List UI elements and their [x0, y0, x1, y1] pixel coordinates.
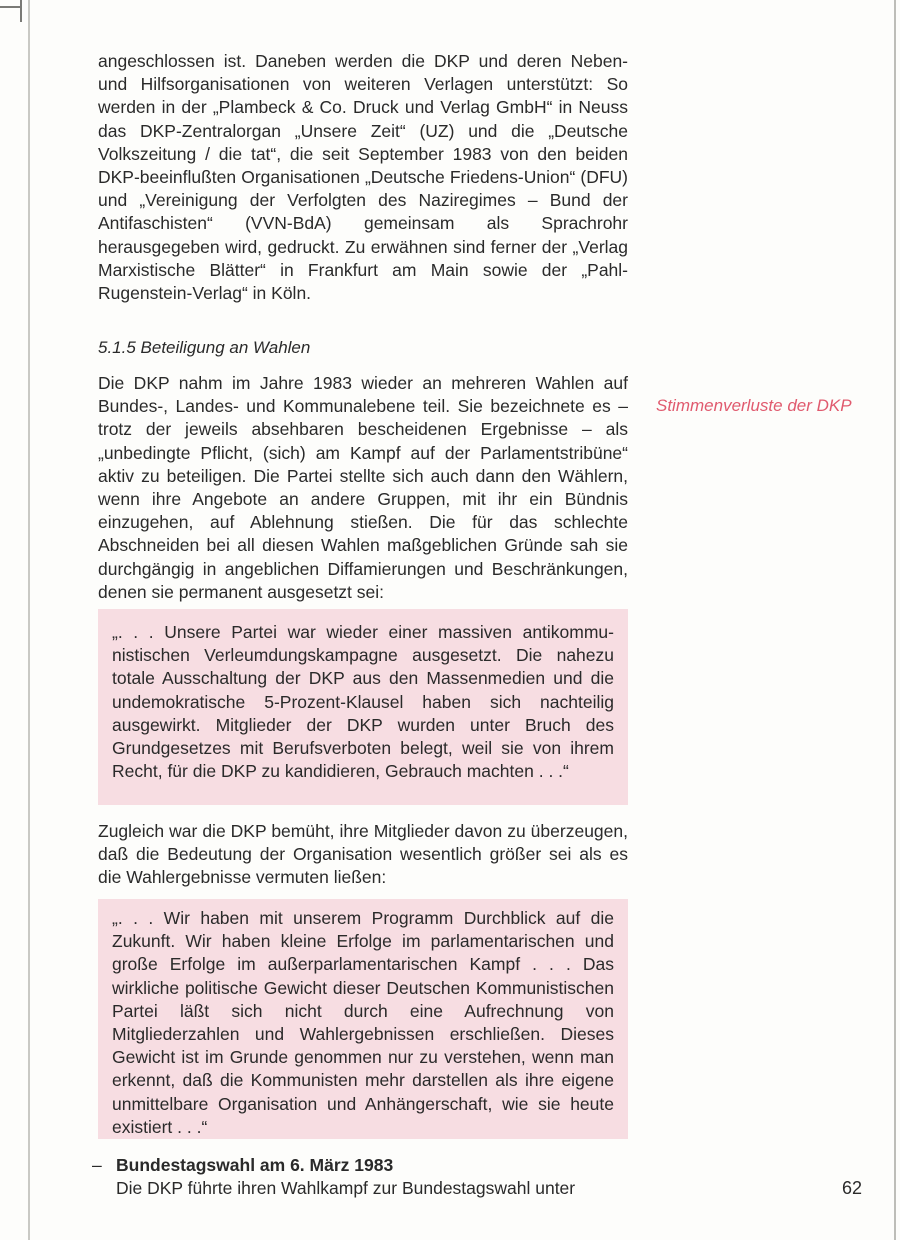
paragraph-publishers: angeschlossen ist. Daneben werden die DKP und deren Neben- und Hilfsorganisationen von weiteren Verlagen unterstützt: So werden in der „Plambeck & Co. Druck und Verlag GmbH“ in Neuss das DKP-Zentralorgan „Unsere Zeit“ (UZ) und die „Deutsche Volkszeitung / die tat“, die seit September 1983 von den beiden DKP-beeinflußten Organisationen „Deutsche Friedens-Union“ (DFU) und „Vereinigung der Verfolgten des Naziregimes – Bund der Antifaschisten“ (VVN-BdA) gemeinsam als Sprachrohr herausgegeben wird, gedruckt. Zu erwähnen sind ferner der „Verlag Marxistische Blätter“ in Frankfurt am Main sowie der „Pahl-Rugenstein-Verlag“ in Köln.: [98, 51, 628, 304]
list-item-text: Die DKP führte ihren Wahlkampf zur Bundestagswahl unter: [116, 1178, 576, 1198]
section-heading: 5.1.5 Beteiligung an Wahlen: [98, 338, 311, 357]
list-item: [92, 1154, 637, 1200]
page-number: 62: [842, 1178, 863, 1198]
corner-mark-vertical: [20, 0, 22, 22]
paragraph-significance: Zugleich war die DKP bemüht, ihre Mitglieder davon zu überzeugen, daß die Bedeutung der Organisation wesentlich größer sei als es die Wahlergebnisse vermuten ließen:: [98, 821, 628, 888]
list-item-title-text: Bundestagswahl am 6. März 1983: [116, 1155, 394, 1175]
paragraph-elections: Die DKP nahm im Jahre 1983 wieder an mehreren Wahlen auf Bundes-, Landes- und Kommunalebene teil. Sie bezeichnete es – trotz der jeweils absehbaren bescheidenen Ergebnisse – als „unbedingte Pflicht, (sich) am Kampf auf der Parlamentstribüne“ aktiv zu beteiligen. Die Partei stellte sich auch dann den Wählern, wenn ihre Angebote an andere Gruppen, mit ihr ein Bündnis einzugehen, auf Ablehnung stießen. Die für das schlechte Abschneiden bei all diesen Wahlen maßgeblichen Gründe sah sie durchgängig in angeblichen Diffamierungen und Beschränkungen, denen sie permanent ausgesetzt sei:: [98, 373, 628, 602]
quote-block-2: [98, 899, 628, 1139]
quote-block-1: [98, 609, 628, 805]
corner-mark-horizontal: [0, 6, 22, 8]
quote-text-2: „. . . Wir haben mit unserem Programm Durchblick auf die Zukunft. Wir haben kleine Erfolge im parlamentarischen und große Erfolge im außerparlamentarischen Kampf . . . Das wirkliche politische Gewicht dieser Deutschen Kommunistischen Partei läßt sich nicht durch eine Aufrechnung von Mitgliederzahlen und Wahlergebnissen erschließen. Dieses Gewicht ist im Grunde genommen nur zu verstehen, wenn man erkennt, daß die Kommunisten mehr darstellen als ihre eigene unmittelbare Organisation und Anhängerschaft, wie sie heute existiert . . .“: [112, 908, 614, 1137]
list-item-title: [92, 1154, 637, 1177]
page-edge-left: [28, 0, 30, 1240]
page-edge-right: [894, 0, 896, 1240]
quote-text-1: „. . . Unsere Partei war wieder einer massiven antikommunistischen Verleumdungskampagne ausgesetzt. Die nahezu totale Ausschaltung der DKP aus den Massenmedien und die undemokratische 5-Prozent-Klausel haben sich nachteilig ausgewirkt. Mitglieder der DKP wurden unter Bruch des Grundgesetzes mit Berufsverboten belegt, weil sie von ihrem Recht, für die DKP zu kandidieren, Gebrauch machten . . .“: [112, 622, 614, 782]
list-dash: –: [92, 1155, 102, 1175]
margin-note: Stimmenverluste der DKP: [656, 396, 852, 415]
